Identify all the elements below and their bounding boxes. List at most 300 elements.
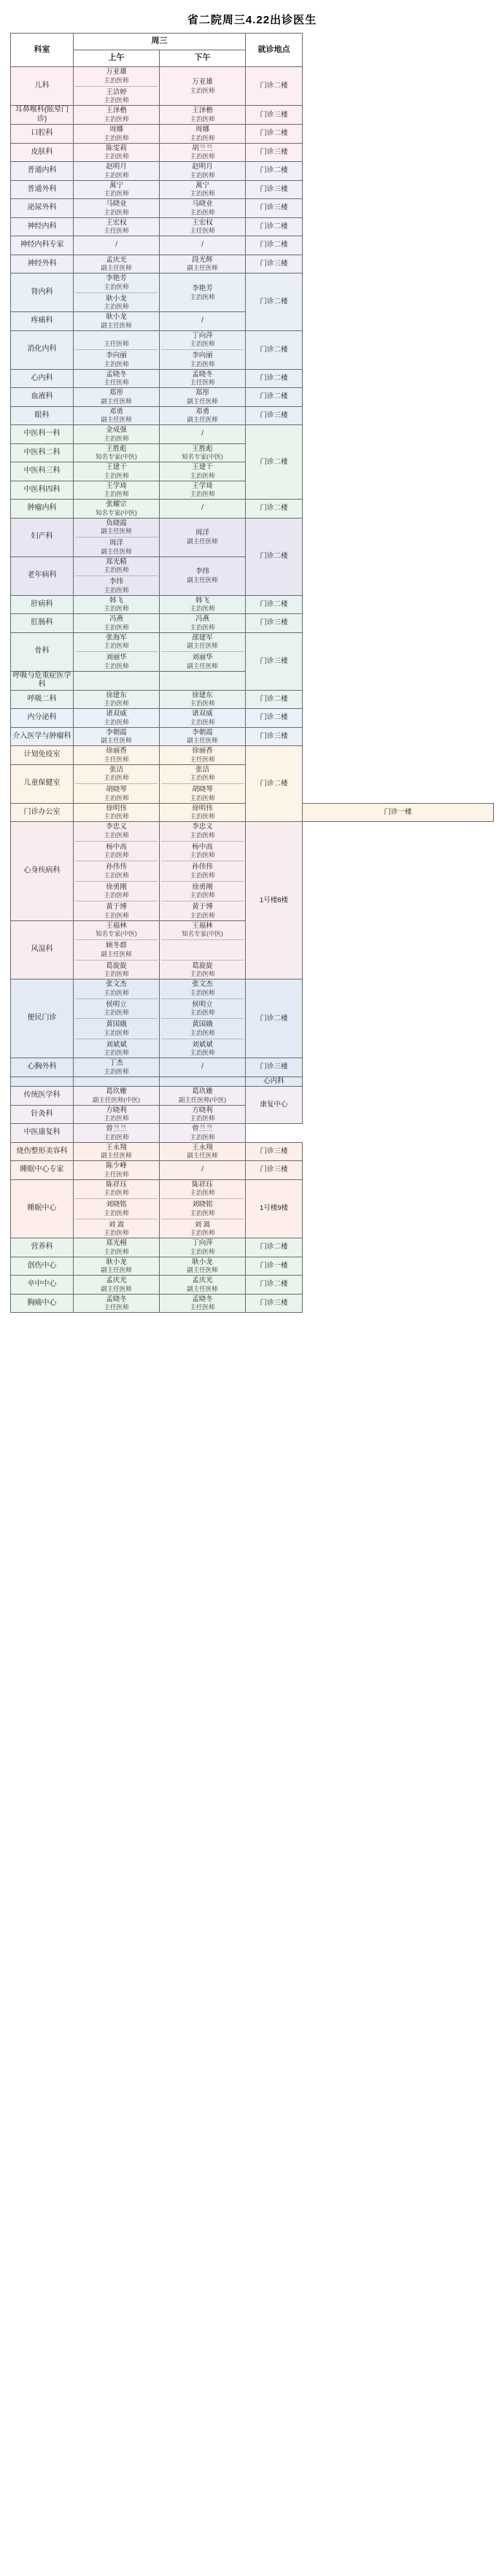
- doctor-entry: [160, 1295, 245, 1313]
- department-name: 睡眠中心专家: [11, 1161, 74, 1180]
- row-divider: [161, 881, 244, 882]
- doctor-name: 丁向萍: [192, 1239, 213, 1247]
- doctor-title: 主治医师: [104, 1209, 129, 1217]
- doctor-entry: [74, 822, 159, 840]
- doctor-name: 刘斌斌: [192, 1040, 213, 1049]
- pm-doctors: [160, 803, 246, 822]
- row-divider: [75, 783, 158, 784]
- table-row: [11, 727, 494, 746]
- row-divider: [161, 783, 244, 784]
- clinic-location: 1号楼9楼: [246, 1179, 303, 1238]
- clinic-location: 门诊三楼: [246, 614, 303, 633]
- pm-doctors: [160, 632, 246, 671]
- am-doctors: [74, 690, 160, 709]
- no-clinic-mark: /: [201, 430, 203, 438]
- doctor-entry: [74, 596, 159, 614]
- department-name: 妇产科: [11, 518, 74, 556]
- pm-doctors: [160, 217, 246, 236]
- doctor-name: 邵建军: [192, 633, 213, 642]
- doctor-name: 李艳芳: [192, 284, 213, 292]
- doctor-title: 主治医师: [104, 282, 129, 290]
- clinic-location: 门诊三楼: [246, 406, 303, 425]
- doctor-entry: [74, 218, 159, 236]
- doctor-name: 徐勇刚: [106, 882, 127, 891]
- doctor-entry: [74, 1220, 159, 1238]
- clinic-location: 门诊二楼: [246, 236, 303, 255]
- doctor-title: 主治医师: [104, 171, 129, 179]
- doctor-name: 黄于博: [106, 903, 127, 911]
- doctor-name: 周娜: [109, 125, 123, 133]
- doctor-name: 王永翔: [192, 1143, 213, 1152]
- doctor-entry: [74, 804, 159, 822]
- doctor-entry: [74, 1257, 159, 1276]
- doctor-entry: [160, 765, 245, 783]
- doctor-name: 韩飞: [109, 596, 123, 605]
- doctor-name: 萬宁: [109, 181, 123, 190]
- row-divider: [75, 349, 158, 350]
- table-row: [11, 1294, 494, 1313]
- doctor-name: 胡兰兰: [192, 144, 213, 152]
- doctor-entry: [74, 882, 159, 901]
- doctor-entry: [74, 728, 159, 746]
- pm-doctors: [160, 1179, 246, 1238]
- doctor-name: 万亚雄: [192, 77, 213, 86]
- doctor-entry: [160, 351, 245, 369]
- doctor-name: 王福林: [106, 921, 127, 930]
- am-doctors: [74, 1294, 160, 1313]
- row-divider: [75, 1198, 158, 1199]
- department-name: 计划免疫室: [11, 746, 74, 765]
- clinic-location: 门诊二楼: [246, 690, 303, 709]
- doctor-name: 曾兰兰: [106, 1125, 127, 1133]
- doctor-title: [74, 681, 159, 689]
- table-body: [11, 67, 494, 1313]
- doctor-entry: [160, 882, 245, 901]
- am-doctors: [74, 425, 160, 444]
- table-row: [11, 330, 494, 369]
- am-doctors: [74, 388, 160, 407]
- doctor-entry: [160, 218, 245, 236]
- doctor-title: 主治医师: [190, 1009, 215, 1017]
- doctor-entry: [160, 106, 245, 124]
- doctor-entry: [160, 162, 245, 180]
- doctor-title: 主治医师: [190, 208, 215, 216]
- doctor-title: 主治医师: [104, 190, 129, 198]
- table-header: [11, 34, 494, 67]
- doctor-title: 知名专家(中医): [96, 453, 137, 461]
- department-name: 骨科: [11, 632, 74, 671]
- doctor-name: [74, 332, 159, 341]
- doctor-entry: [160, 1276, 245, 1294]
- no-clinic-mark: /: [201, 1165, 203, 1173]
- doctor-title: 副主任医师: [101, 547, 132, 555]
- table-row: [11, 1161, 494, 1180]
- pm-doctors: [160, 255, 246, 273]
- doctor-name: 葛旋旋: [106, 961, 127, 970]
- table-row: [11, 255, 494, 273]
- doctor-name: 王学琦: [106, 481, 127, 490]
- doctor-entry: [74, 181, 159, 199]
- doctor-name: 葛旋旋: [192, 961, 213, 970]
- table-row: [11, 518, 494, 556]
- table-row: [11, 1076, 494, 1087]
- doctor-entry: [160, 462, 245, 481]
- department-name: 消化内科: [11, 330, 74, 369]
- pm-doctors: [160, 330, 246, 369]
- doctor-name: 韩飞: [195, 596, 209, 605]
- doctor-title: 主治医师: [104, 1189, 129, 1197]
- doctor-entry: [74, 691, 159, 709]
- table-row: [11, 500, 494, 519]
- doctor-entry: [74, 351, 159, 369]
- doctor-title: 主治医师: [190, 831, 215, 839]
- am-doctors: [74, 199, 160, 218]
- pm-doctors: [160, 125, 246, 144]
- am-doctors: [74, 595, 160, 614]
- doctor-name: 王福林: [192, 921, 213, 930]
- doctor-title: 主治医师: [190, 292, 215, 300]
- am-doctors: [74, 518, 160, 556]
- am-doctors: [74, 1161, 160, 1180]
- doctor-entry: [160, 125, 245, 143]
- clinic-location-secondary: 心内科: [246, 1076, 303, 1087]
- department-name: 营养科: [11, 1238, 74, 1257]
- doctor-name: 徐建东: [106, 691, 127, 699]
- doctor-title: 主治医师: [190, 1229, 215, 1237]
- table-row: [11, 369, 494, 388]
- department-name: 呼吸二科: [11, 690, 74, 709]
- doctor-name: 陈祥珏: [106, 1180, 127, 1189]
- doctor-name: 周娜: [195, 125, 209, 133]
- doctor-title: 主治医师: [190, 1028, 215, 1036]
- doctor-entry: [160, 961, 245, 979]
- doctor-entry: [74, 88, 159, 106]
- doctor-name: 张耀宗: [106, 500, 127, 508]
- doctor-entry: [160, 255, 245, 273]
- doctor-name: 孟晓冬: [106, 370, 127, 379]
- doctor-entry: [74, 577, 159, 595]
- doctor-entry: [74, 388, 159, 406]
- am-doctors: [74, 1179, 160, 1238]
- table-row: [11, 1142, 494, 1161]
- doctor-entry: [160, 862, 245, 880]
- doctor-title: 主治医师: [104, 623, 129, 631]
- table-row: [11, 162, 494, 181]
- pm-doctors: [160, 979, 246, 1058]
- doctor-entry: [74, 1124, 159, 1142]
- am-doctors: [74, 481, 160, 500]
- row-divider: [75, 86, 158, 87]
- no-clinic-mark: /: [115, 241, 117, 249]
- doctor-title: 副主任医师: [187, 264, 218, 272]
- doctor-name: 王宏权: [192, 218, 213, 227]
- am-doctors: [74, 556, 160, 595]
- doctor-entry: [160, 444, 245, 462]
- header-am: 上午: [74, 50, 160, 67]
- doctor-entry: [160, 979, 245, 998]
- doctor-name: 马晓业: [106, 200, 127, 208]
- doctor-title: 主治医师: [104, 566, 129, 574]
- table-row: [11, 106, 494, 125]
- doctor-name: 王永翔: [106, 1143, 127, 1152]
- row-divider: [75, 575, 158, 576]
- clinic-location: 门诊三楼: [246, 1161, 303, 1180]
- clinic-location: 门诊二楼: [246, 709, 303, 728]
- doctor-entry: [74, 785, 159, 803]
- pm-doctors: [160, 709, 246, 728]
- doctor-name: 陈雯莉: [106, 144, 127, 152]
- doctor-entry: [74, 106, 159, 124]
- doctor-title: 主任医师: [104, 340, 129, 348]
- table-row: [11, 1087, 494, 1106]
- doctor-name: 顾冬群: [106, 942, 127, 950]
- doctor-name: 刘丽华: [192, 653, 213, 662]
- doctor-name: 李忠义: [192, 823, 213, 831]
- doctor-name: 陈少峰: [106, 1162, 127, 1170]
- schedule-table: [10, 33, 494, 1313]
- doctor-name: 李朝霞: [192, 728, 213, 737]
- doctor-entry: [74, 199, 159, 217]
- doctor-title: 主任医师: [104, 1170, 129, 1178]
- pm-doctors: [160, 518, 246, 556]
- doctor-title: 主治医师: [104, 1229, 129, 1237]
- doctor-entry: [74, 1106, 159, 1124]
- am-doctors: [74, 236, 160, 255]
- doctor-name: 耿小龙: [192, 1257, 213, 1266]
- am-doctors: [74, 273, 160, 312]
- doctor-entry: [160, 1000, 245, 1018]
- doctor-title: 主治医师: [104, 76, 129, 84]
- doctor-entry: [74, 653, 159, 671]
- doctor-name: 耿小龙: [106, 313, 127, 321]
- doctor-title: 副主任医师: [101, 416, 132, 424]
- doctor-entry: [74, 1020, 159, 1038]
- pm-doctors: [160, 1087, 246, 1106]
- doctor-name: 王建干: [192, 463, 213, 471]
- clinic-location: 门诊二楼: [246, 125, 303, 144]
- department-name: 心内科: [11, 369, 74, 388]
- pm-doctors: [160, 236, 246, 255]
- doctor-title: 知名专家(中医): [182, 930, 223, 938]
- doctor-title: 主治医师: [190, 871, 215, 879]
- am-doctors: [74, 369, 160, 388]
- doctor-entry: [160, 1087, 245, 1105]
- doctor-name: 丁杰: [109, 1059, 123, 1067]
- row-divider: [75, 537, 158, 538]
- doctor-entry: [160, 672, 245, 690]
- pm-doctors: [160, 106, 246, 125]
- department-name: 皮肤科: [11, 143, 74, 162]
- page-title: 省二院周三4.22出诊医生: [187, 14, 317, 26]
- doctor-entry: [160, 1143, 245, 1161]
- doctor-title: 主治医师: [104, 642, 129, 650]
- doctor-title: 主治医师: [190, 471, 215, 479]
- pm-doctors: [160, 822, 246, 921]
- doctor-name: 方晓利: [106, 1106, 127, 1114]
- doctor-title: 主治医师: [104, 871, 129, 879]
- row-divider: [161, 1198, 244, 1199]
- doctor-title: 主治医师: [104, 851, 129, 859]
- doctor-entry: [160, 941, 245, 959]
- doctor-title: 主治医师: [104, 115, 129, 123]
- doctor-name: 赵明月: [106, 163, 127, 171]
- department-name: 神经内科: [11, 217, 74, 236]
- doctor-name: 郑彤: [195, 389, 209, 397]
- doctor-name: [74, 672, 159, 681]
- header-location: 就诊地点: [246, 34, 303, 67]
- doctor-name: 金成强: [106, 426, 127, 434]
- doctor-name: 诸双威: [192, 710, 213, 718]
- row-divider: [75, 939, 158, 940]
- table-row: [11, 595, 494, 614]
- doctor-entry: [74, 614, 159, 632]
- pm-doctors: [160, 462, 246, 481]
- department-name: 烧伤整形美容科: [11, 1142, 74, 1161]
- am-doctors: [74, 125, 160, 144]
- doctor-name: 万亚雄: [106, 68, 127, 76]
- doctor-entry: [74, 1180, 159, 1198]
- doctor-entry: [74, 67, 159, 85]
- doctor-name: 侯明立: [106, 1000, 127, 1009]
- doctor-name: 邓勇: [109, 407, 123, 416]
- doctor-name: 徐明伟: [106, 804, 127, 812]
- pm-doctors: [160, 312, 246, 331]
- table-row: [11, 614, 494, 633]
- table-row: [11, 67, 494, 106]
- doctor-name: 徐明伟: [192, 804, 213, 812]
- doctor-entry: [74, 1000, 159, 1018]
- doctor-entry: [160, 1238, 245, 1257]
- header-pm: 下午: [160, 50, 246, 67]
- table-row: [11, 1276, 494, 1295]
- clinic-location: 门诊二楼: [246, 1238, 303, 1257]
- doctor-name: 萬宁: [195, 181, 209, 190]
- department-name: [11, 1076, 74, 1087]
- department-name: 肛肠科: [11, 614, 74, 633]
- doctor-title: 主治医师: [104, 831, 129, 839]
- row-divider: [161, 960, 244, 961]
- pm-doctors: [160, 199, 246, 218]
- doctor-title: 副主任医师: [187, 1152, 218, 1160]
- doctor-name: 郑光栩: [106, 1239, 127, 1247]
- department-name: 神经外科: [11, 255, 74, 273]
- clinic-location: 门诊三楼: [246, 199, 303, 218]
- doctor-name: 刘晓铭: [106, 1200, 127, 1209]
- department-name: 肝病科: [11, 595, 74, 614]
- doctor-entry: [74, 1161, 159, 1179]
- row-divider: [161, 1018, 244, 1019]
- doctor-name: 杨中高: [192, 842, 213, 851]
- doctor-entry: [160, 785, 245, 803]
- doctor-name: 刘丽华: [106, 653, 127, 662]
- doctor-entry: [74, 746, 159, 764]
- clinic-location: 门诊三楼: [246, 143, 303, 162]
- row-divider: [75, 292, 158, 293]
- table-row: [11, 709, 494, 728]
- clinic-location-primary: 门诊三楼: [260, 1063, 288, 1071]
- doctor-entry: [74, 672, 159, 690]
- doctor-title: 主任医师: [190, 1303, 215, 1311]
- am-doctors: [74, 920, 160, 979]
- doctor-title: 主治医师: [104, 152, 129, 160]
- doctor-entry: [74, 162, 159, 180]
- doctor-name: 孟庆光: [106, 1276, 127, 1284]
- doctor-name: [160, 672, 245, 681]
- pm-doctors: [160, 920, 246, 979]
- doctor-entry: [160, 633, 245, 651]
- department-name: 中医科一科: [11, 425, 74, 444]
- doctor-entry: [160, 388, 245, 406]
- am-doctors: [74, 500, 160, 519]
- row-divider: [161, 841, 244, 842]
- doctor-title: 副主任医师: [101, 321, 132, 329]
- department-name: 耳鼻喉科(眩晕门诊): [11, 106, 74, 125]
- doctor-name: 耿小龙: [106, 294, 127, 303]
- doctor-entry: [160, 284, 245, 302]
- am-doctors: [74, 746, 160, 765]
- row-divider: [161, 998, 244, 999]
- pm-doctors: [160, 180, 246, 199]
- clinic-location: 1号楼8楼: [246, 822, 303, 979]
- clinic-location: 门诊三楼: [246, 632, 303, 690]
- doctor-title: 主治医师: [190, 171, 215, 179]
- doctor-name: 张海军: [106, 633, 127, 642]
- clinic-location: [246, 1058, 303, 1077]
- doctor-title: 知名专家(中医): [182, 453, 223, 461]
- doctor-title: 主治医师: [104, 1247, 129, 1255]
- doctor-title: 知名专家(中医): [96, 930, 137, 938]
- pm-doctors: [160, 143, 246, 162]
- pm-doctors: [160, 1257, 246, 1276]
- doctor-title: 主治医师: [190, 970, 215, 978]
- pm-doctors: [160, 595, 246, 614]
- doctor-entry: [160, 567, 245, 585]
- doctor-entry: [160, 1106, 245, 1124]
- doctor-title: 主治医师: [190, 718, 215, 726]
- doctor-entry: [74, 765, 159, 783]
- doctor-entry: [74, 862, 159, 880]
- department-name: 儿童保健室: [11, 764, 74, 803]
- doctor-entry: [74, 462, 159, 481]
- doctor-entry: [74, 1087, 159, 1105]
- pm-doctors: [160, 1294, 246, 1313]
- department-name: 针灸科: [11, 1105, 74, 1124]
- doctor-entry: [160, 709, 245, 727]
- am-doctors: [74, 671, 160, 690]
- doctor-title: 主治医师: [104, 988, 129, 996]
- header-day: 周三: [74, 34, 246, 50]
- doctor-name: 赵明月: [192, 163, 213, 171]
- pm-doctors: [160, 671, 246, 690]
- department-name: 神经内科专家: [11, 236, 74, 255]
- doctor-entry: [160, 614, 245, 632]
- clinic-location: 康复中心: [246, 1087, 303, 1124]
- doctor-name: 黄于博: [192, 903, 213, 911]
- doctor-name: 张洁: [195, 765, 209, 774]
- am-doctors: [74, 67, 160, 106]
- doctor-entry: [74, 902, 159, 920]
- department-name: 中医科二科: [11, 443, 74, 462]
- doctor-entry: [74, 500, 159, 518]
- doctor-name: 周洋: [195, 529, 209, 538]
- doctor-name: 张洁: [109, 765, 123, 774]
- doctor-name: 诸双威: [106, 710, 127, 718]
- doctor-title: 主任医师: [104, 227, 129, 235]
- am-doctors: [74, 255, 160, 273]
- doctor-title: 主治医师: [104, 812, 129, 820]
- doctor-entry: [74, 294, 159, 312]
- clinic-location: 门诊二楼: [246, 273, 303, 331]
